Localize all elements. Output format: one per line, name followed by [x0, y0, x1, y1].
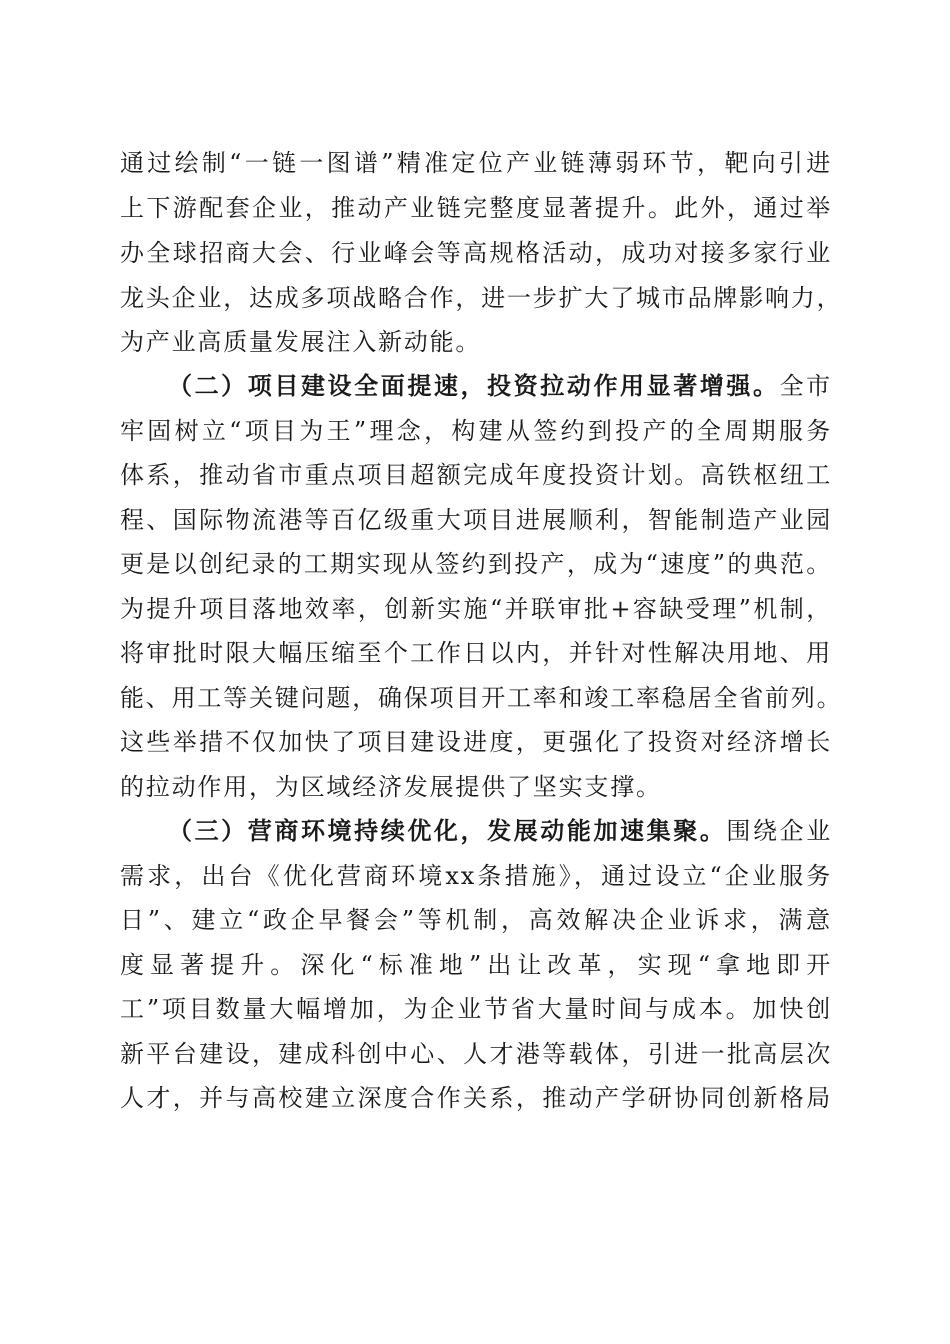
section-heading-line — [168, 811, 832, 851]
paragraph-line: 人才，并与高校建立深度合作关系，推动产学研协同创新格局 — [120, 1084, 832, 1112]
section-heading-line — [168, 366, 832, 406]
paragraph-line: 更是以创纪录的工期实现从签约到投产，成为“速度”的典范。 — [120, 550, 832, 578]
paragraph-text: 围绕企业 — [726, 817, 832, 845]
paragraph-line: 的拉动作用，为区域经济发展提供了坚实支撑。 — [120, 773, 662, 801]
paragraph-line: 为产业高质量发展注入新动能。 — [120, 328, 482, 356]
paragraph-text: 全市 — [779, 372, 832, 400]
paragraph-line: 牢固树立“项目为王”理念，构建从签约到投产的全周期服务 — [120, 417, 832, 445]
paragraph-line: 体系，推动省市重点项目超额完成年度投资计划。高铁枢纽工 — [120, 461, 832, 489]
paragraph-line: 通过绘制“一链一图谱”精准定位产业链薄弱环节，靶向引进 — [120, 149, 832, 177]
paragraph-line: 上下游配套企业，推动产业链完整度显著提升。此外，通过举 — [120, 194, 832, 222]
paragraph-line: 日”、建立“政企早餐会”等机制，高效解决企业诉求，满意 — [120, 906, 832, 934]
paragraph-line: 办全球招商大会、行业峰会等高规格活动，成功对接多家行业 — [120, 239, 832, 267]
paragraph-line: 度显著提升。深化“标准地”出让改革，实现“拿地即开 — [120, 951, 832, 979]
section-heading: （二）项目建设全面提速，投资拉动作用显著增强。 — [168, 371, 780, 400]
paragraph-line: 将审批时限大幅压缩至个工作日以内，并针对性解决用地、用 — [120, 639, 832, 667]
section-heading: （三）营商环境持续优化，发展动能加速集聚。 — [168, 816, 727, 845]
paragraph-line: 需求，出台《优化营商环境xx条措施》，通过设立“企业服务 — [120, 862, 832, 890]
paragraph-line: 这些举措不仅加快了项目建设进度，更强化了投资对经济增长 — [120, 728, 832, 756]
paragraph-line: 工”项目数量大幅增加，为企业节省大量时间与成本。加快创 — [120, 995, 832, 1023]
paragraph-line: 龙头企业，达成多项战略合作，进一步扩大了城市品牌影响力， — [120, 284, 843, 312]
paragraph-line: 程、国际物流港等百亿级重大项目进展顺利，智能制造产业园 — [120, 506, 832, 534]
paragraph-line: 为提升项目落地效率，创新实施“并联审批+容缺受理”机制， — [120, 595, 832, 623]
paragraph-line: 新平台建设，建成科创中心、人才港等载体，引进一批高层次 — [120, 1040, 832, 1068]
paragraph-line: 能、用工等关键问题，确保项目开工率和竣工率稳居全省前列。 — [120, 684, 843, 712]
